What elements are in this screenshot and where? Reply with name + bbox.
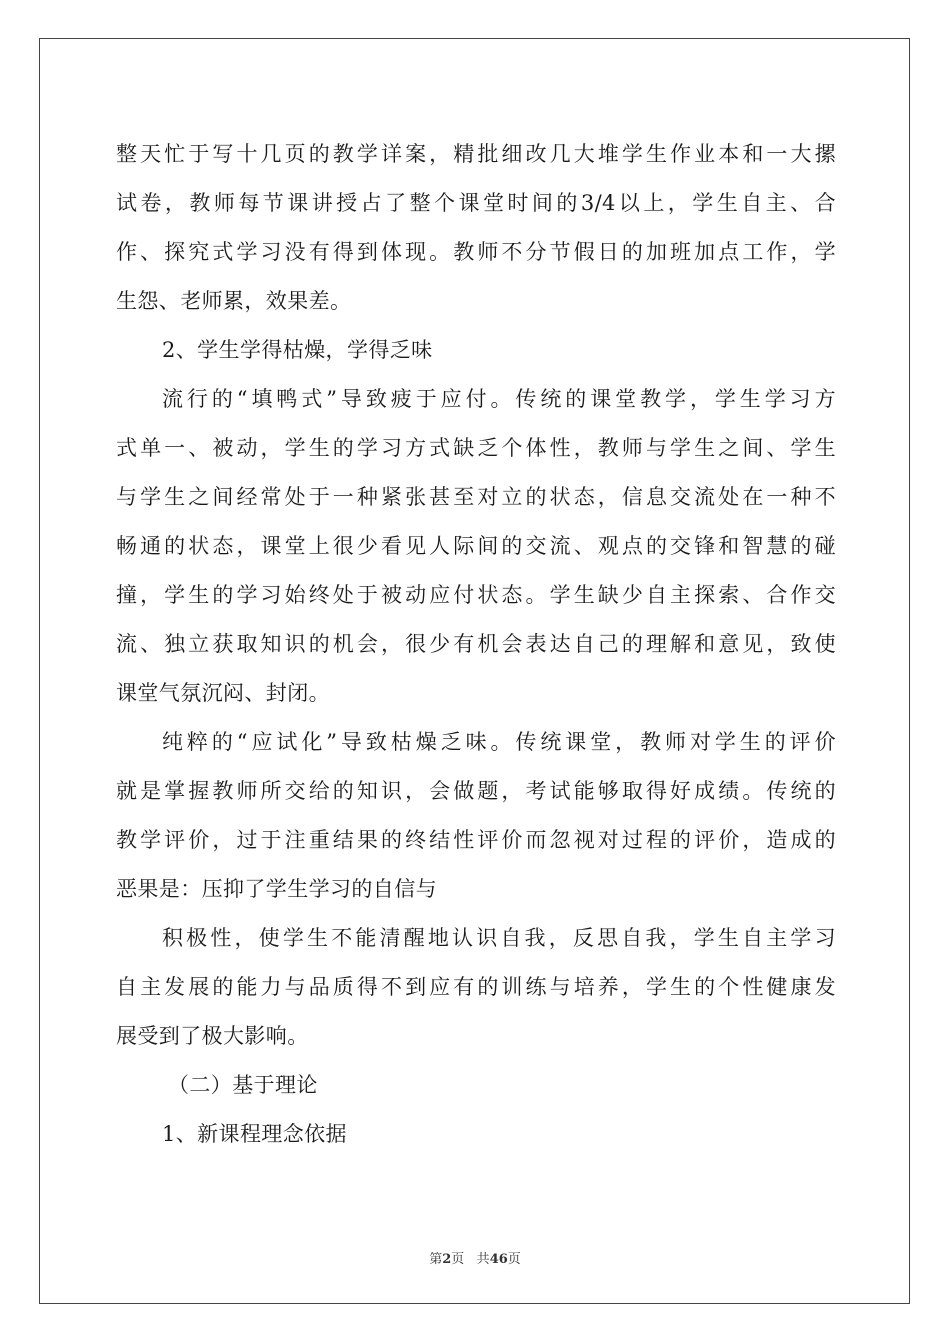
text-line: 撞，学生的学习始终处于被动应付状态。学生缺少自主探索、合作交 [116, 583, 836, 607]
page-footer [0, 1248, 950, 1267]
text-line: 恶果是：压抑了学生学习的自信与 [116, 877, 437, 901]
text-line: 整天忙于写十几页的教学详案，精批细改几大堆学生作业本和一大摞 [116, 142, 836, 166]
text-line: 流、独立获取知识的机会，很少有机会表达自己的理解和意见，致使 [116, 632, 836, 656]
section-heading: 2、学生学得枯燥，学得乏味 [162, 338, 433, 362]
text-line: 畅通的状态，课堂上很少看见人际间的交流、观点的交锋和智慧的碰 [116, 534, 836, 558]
total-prefix: 共 [476, 1252, 490, 1267]
text-line: 作、探究式学习没有得到体现。教师不分节假日的加班加点工作，学 [116, 240, 836, 264]
page-suffix: 页 [451, 1252, 465, 1267]
page-prefix: 第 [429, 1252, 443, 1267]
text-line: 流行的“填鸭式”导致疲于应付。传统的课堂教学，学生学习方 [162, 387, 836, 411]
text-line: 纯粹的“应试化”导致枯燥乏味。传统课堂，教师对学生的评价 [162, 730, 836, 754]
section-heading: （二）基于理论 [168, 1073, 318, 1097]
text-line: 式单一、被动，学生的学习方式缺乏个体性，教师与学生之间、学生 [116, 436, 836, 460]
text-line: 积极性，使学生不能清醒地认识自我，反思自我，学生自主学习 [162, 926, 836, 950]
text-line: 就是掌握教师所交给的知识，会做题，考试能够取得好成绩。传统的 [116, 779, 836, 803]
text-line: 教学评价，过于注重结果的终结性评价而忽视对过程的评价，造成的 [116, 828, 836, 852]
text-line: 试卷，教师每节课讲授占了整个课堂时间的3/4以上，学生自主、合 [116, 191, 836, 215]
text-line: 与学生之间经常处于一种紧张甚至对立的状态，信息交流处在一种不 [116, 485, 836, 509]
text-line: 展受到了极大影响。 [116, 1024, 309, 1048]
text-line: 自主发展的能力与品质得不到应有的训练与培养，学生的个性健康发 [116, 975, 836, 999]
total-pages: 46 [489, 1252, 508, 1267]
text-line: 课堂气氛沉闷、封闭。 [116, 681, 330, 705]
page-number: 2 [442, 1252, 452, 1267]
text-line: 生怨、老师累，效果差。 [116, 289, 352, 313]
document-body [116, 130, 836, 1159]
section-heading: 1、新课程理念依据 [162, 1122, 347, 1146]
total-suffix: 页 [507, 1252, 521, 1267]
